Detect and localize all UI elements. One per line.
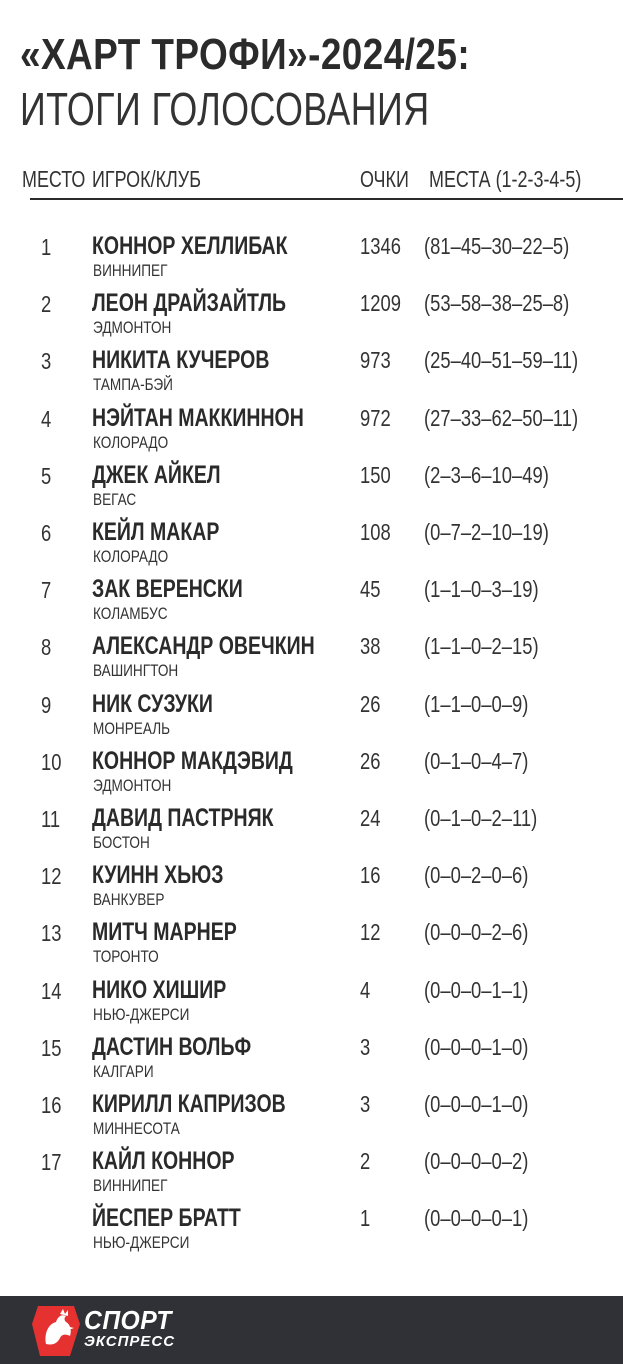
club-name: ВЕГАС xyxy=(93,489,137,509)
player-name: НИКО ХИШИР xyxy=(92,975,227,1004)
club-name: ТАМПА-БЭЙ xyxy=(93,375,173,395)
player-name: НИК СУЗУКИ xyxy=(92,689,213,718)
player-name: ДАСТИН ВОЛЬФ xyxy=(92,1032,252,1061)
player-name: КЕЙЛ МАКАР xyxy=(92,518,220,546)
club-name: МИННЕСОТА xyxy=(93,1119,180,1138)
points-cell: 12 xyxy=(360,919,381,946)
club-name: БОСТОН xyxy=(93,833,150,852)
player-name: КОННОР МАКДЭВИД xyxy=(92,746,293,775)
column-header-places: МЕСТА (1-2-3-4-5) xyxy=(429,166,582,192)
player-name: ЙЕСПЕР БРАТТ xyxy=(92,1204,241,1233)
places-cell: (0–1–0–2–11) xyxy=(424,805,538,831)
points-cell: 972 xyxy=(360,404,391,431)
club-name: КОЛОРАДО xyxy=(93,432,169,452)
places-cell: (0–0–2–0–6) xyxy=(424,862,529,889)
places-cell: (53–58–38–25–8) xyxy=(424,290,570,317)
club-name: МОНРЕАЛЬ xyxy=(93,718,171,738)
column-header-player: ИГРОК/КЛУБ xyxy=(92,166,201,192)
points-cell: 3 xyxy=(360,1091,371,1117)
places-cell: (27–33–62–50–11) xyxy=(424,404,579,431)
table-row xyxy=(0,686,623,743)
club-name: ВИННИПЕГ xyxy=(93,1176,168,1196)
points-cell: 4 xyxy=(360,976,371,1003)
rank-cell: 14 xyxy=(41,977,62,1004)
player-name: МИТЧ МАРНЕР xyxy=(92,918,237,947)
logo-text-top: СПОРТ xyxy=(84,1305,172,1335)
rank-cell: 4 xyxy=(41,405,52,432)
places-cell: (0–0–0–0–2) xyxy=(424,1148,529,1175)
points-cell: 24 xyxy=(360,805,381,831)
table-row xyxy=(0,228,623,285)
table-row xyxy=(0,800,623,857)
player-name: НИКИТА КУЧЕРОВ xyxy=(92,346,270,375)
places-cell: (0–7–2–10–19) xyxy=(424,519,549,545)
club-name: КОЛАМБУС xyxy=(93,604,168,624)
player-name: КИРИЛЛ КАПРИЗОВ xyxy=(92,1090,286,1118)
rank-cell: 9 xyxy=(41,691,52,718)
points-cell: 150 xyxy=(360,461,391,488)
rank-cell: 13 xyxy=(41,920,62,947)
table-row xyxy=(0,514,623,571)
club-name: ЭДМОНТОН xyxy=(93,318,172,338)
table-row xyxy=(0,1086,623,1143)
rank-cell: 17 xyxy=(41,1149,62,1176)
rank-cell: 3 xyxy=(41,348,52,375)
places-cell: (1–1–0–3–19) xyxy=(424,576,539,603)
table-row xyxy=(0,400,623,457)
rank-cell: 6 xyxy=(41,520,52,546)
places-cell: (0–0–0–1–0) xyxy=(424,1033,529,1060)
table-row xyxy=(0,571,623,628)
club-name: ВИННИПЕГ xyxy=(93,261,168,280)
table-row xyxy=(0,743,623,800)
places-cell: (0–0–0–2–6) xyxy=(424,919,529,946)
points-cell: 45 xyxy=(360,576,381,603)
player-name: ДЖЕК АЙКЕЛ xyxy=(92,460,221,489)
table-row xyxy=(0,972,623,1029)
points-cell: 1346 xyxy=(360,233,401,259)
points-cell: 2 xyxy=(360,1148,371,1175)
player-name: ДАВИД ПАСТРНЯК xyxy=(92,804,274,832)
table-row xyxy=(0,914,623,971)
places-cell: (0–1–0–4–7) xyxy=(424,747,529,774)
footer-bar xyxy=(0,1296,623,1364)
places-cell: (0–0–0–1–1) xyxy=(424,976,529,1003)
rank-cell: 5 xyxy=(41,462,52,489)
places-cell: (0–0–0–1–0) xyxy=(424,1091,529,1117)
table-row xyxy=(0,285,623,342)
places-cell: (2–3–6–10–49) xyxy=(424,461,549,488)
places-cell: (1–1–0–2–15) xyxy=(424,633,539,660)
rank-cell: 16 xyxy=(41,1092,62,1118)
club-name: НЬЮ-ДЖЕРСИ xyxy=(93,1004,190,1024)
logo-text-bottom: ЭКСПРЕСС xyxy=(84,1333,176,1350)
rank-cell: 7 xyxy=(41,577,52,604)
rank-cell: 8 xyxy=(41,634,52,661)
table-row xyxy=(0,1143,623,1200)
page-title: «ХАРТ ТРОФИ»-2024/25: xyxy=(20,30,471,79)
rank-cell: 12 xyxy=(41,863,62,890)
player-name: НЭЙТАН МАККИННОН xyxy=(92,403,304,432)
rank-cell: 10 xyxy=(41,748,62,775)
rank-cell: 11 xyxy=(41,806,61,832)
points-cell: 26 xyxy=(360,690,381,717)
table-row xyxy=(0,1200,623,1257)
player-name: ЗАК ВЕРЕНСКИ xyxy=(92,575,243,604)
club-name: НЬЮ-ДЖЕРСИ xyxy=(93,1233,190,1253)
player-name: КОННОР ХЕЛЛИБАК xyxy=(92,232,288,260)
table-row xyxy=(0,628,623,685)
player-name: ЛЕОН ДРАЙЗАЙТЛЬ xyxy=(92,289,287,318)
club-name: ВАШИНГТОН xyxy=(93,661,179,681)
club-name: ТОРОНТО xyxy=(93,947,159,967)
points-cell: 1 xyxy=(360,1205,371,1232)
points-cell: 38 xyxy=(360,633,381,660)
club-name: КОЛОРАДО xyxy=(93,547,169,566)
club-name: ЭДМОНТОН xyxy=(93,775,172,795)
table-row xyxy=(0,857,623,914)
table-row xyxy=(0,457,623,514)
header-divider xyxy=(30,198,623,200)
points-cell: 26 xyxy=(360,747,381,774)
places-cell: (25–40–51–59–11) xyxy=(424,347,579,374)
table-row xyxy=(0,1029,623,1086)
rank-cell: 1 xyxy=(41,234,52,260)
page-subtitle: ИТОГИ ГОЛОСОВАНИЯ xyxy=(20,83,430,135)
rank-cell: 15 xyxy=(41,1034,62,1061)
points-cell: 1209 xyxy=(360,290,401,317)
player-name: КУИНН ХЬЮЗ xyxy=(92,861,224,890)
places-cell: (1–1–0–0–9) xyxy=(424,690,529,717)
points-cell: 3 xyxy=(360,1033,371,1060)
rank-cell: 2 xyxy=(41,291,52,318)
club-name: КАЛГАРИ xyxy=(93,1061,154,1081)
points-cell: 973 xyxy=(360,347,391,374)
points-cell: 16 xyxy=(360,862,381,889)
places-cell: (81–45–30–22–5) xyxy=(424,233,570,259)
column-header-points: ОЧКИ xyxy=(360,166,409,192)
points-cell: 108 xyxy=(360,519,391,545)
club-name: ВАНКУВЕР xyxy=(93,890,165,910)
column-header-rank: МЕСТО xyxy=(22,166,86,192)
places-cell: (0–0–0–0–1) xyxy=(424,1205,529,1232)
rooster-logo-icon xyxy=(30,1304,82,1358)
player-name: КАЙЛ КОННОР xyxy=(92,1147,235,1176)
player-name: АЛЕКСАНДР ОВЕЧКИН xyxy=(92,632,315,661)
table-row xyxy=(0,342,623,399)
